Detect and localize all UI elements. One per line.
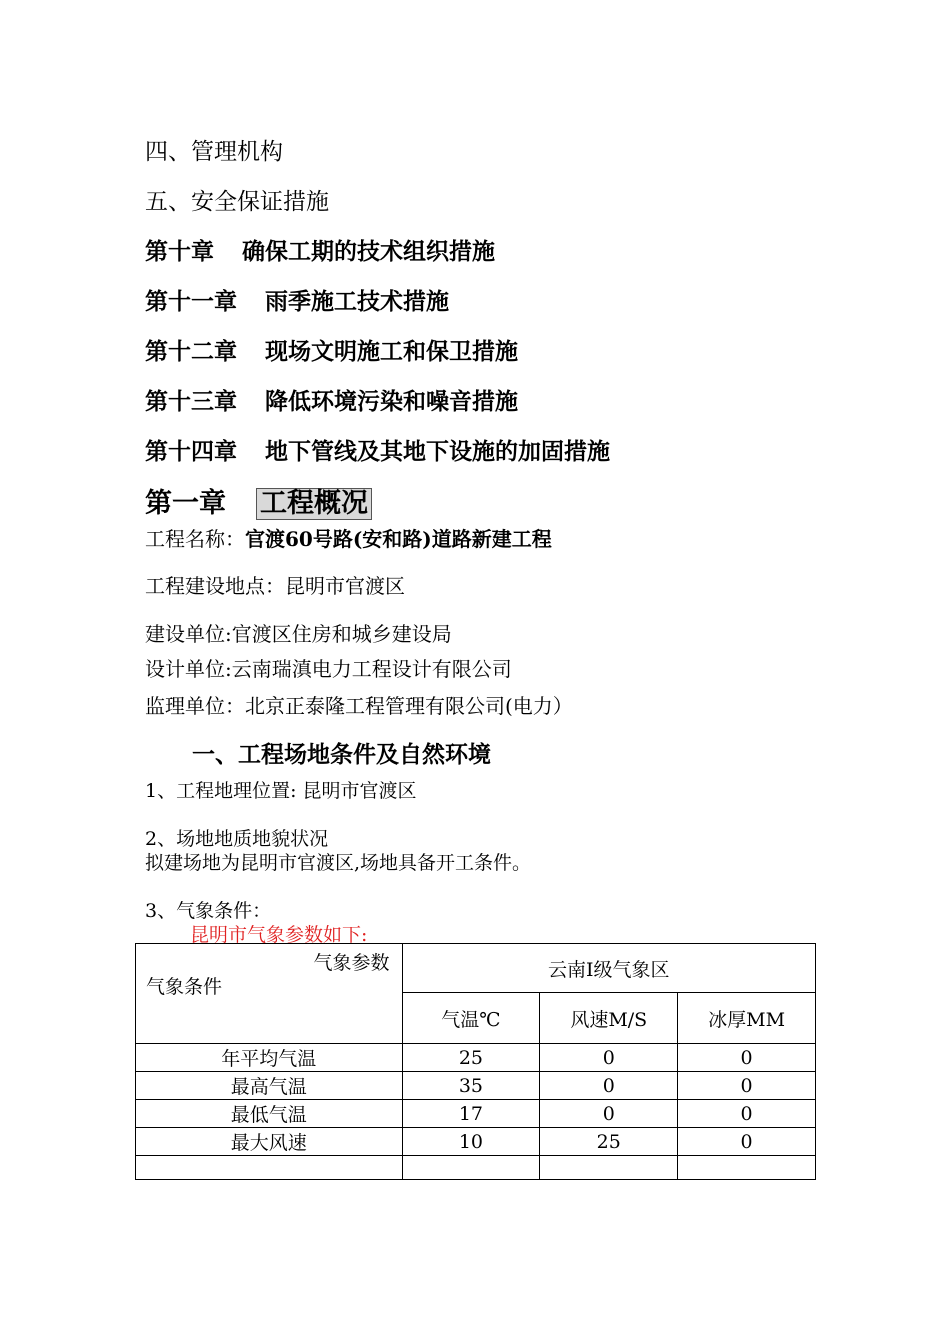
- project-name-label: 工程名称：: [145, 527, 245, 551]
- toc-chapter-title: 雨季施工技术措施: [265, 289, 449, 315]
- toc-chapter-num: 第十一章: [145, 289, 237, 315]
- row-label: [136, 1156, 403, 1180]
- row-label: 最高气温: [136, 1072, 403, 1100]
- row-label: 最大风速: [136, 1128, 403, 1156]
- toc-chapter-num: 第十四章: [145, 439, 237, 465]
- weather-note: 昆明市气象参数如下:: [190, 924, 368, 946]
- cell-ice: 0: [678, 1128, 816, 1156]
- toc-chapter-title: 现场文明施工和保卫措施: [265, 339, 518, 365]
- cell-wind: [540, 1156, 678, 1180]
- toc-item-management: 四、管理机构: [145, 139, 283, 165]
- cell-temperature: 35: [402, 1072, 540, 1100]
- table-row: [136, 1100, 816, 1128]
- table-corner-cell: [136, 944, 403, 1044]
- cell-temperature: 25: [402, 1044, 540, 1072]
- table-row: [136, 1156, 816, 1180]
- project-name: [145, 523, 552, 552]
- cell-wind: 25: [540, 1128, 678, 1156]
- column-header-wind: 风速M/S: [540, 993, 678, 1044]
- cell-ice: [678, 1156, 816, 1180]
- toc-chapter-num: 第十章: [145, 239, 214, 265]
- row-label: 最低气温: [136, 1100, 403, 1128]
- corner-bottom-label: 气象条件: [146, 976, 223, 998]
- cell-wind: 0: [540, 1100, 678, 1128]
- toc-chapter-title: 确保工期的技术组织措施: [242, 239, 495, 265]
- chapter-title: 工程概况: [256, 488, 372, 520]
- toc-chapter-11: [145, 283, 449, 316]
- cell-ice: 0: [678, 1072, 816, 1100]
- table-row: [136, 1128, 816, 1156]
- group-header: 云南Ⅰ级气象区: [402, 944, 815, 993]
- toc-chapter-num: 第十二章: [145, 339, 237, 365]
- project-designer: 设计单位:云南瑞滇电力工程设计有限公司: [145, 657, 512, 681]
- cell-wind: 0: [540, 1044, 678, 1072]
- column-header-temperature: 气温℃: [402, 993, 540, 1044]
- section-heading: 一、工程场地条件及自然环境: [192, 742, 491, 768]
- toc-chapter-12: [145, 333, 518, 366]
- toc-chapter-14: [145, 433, 610, 466]
- toc-chapter-num: 第十三章: [145, 389, 237, 415]
- cell-ice: 0: [678, 1044, 816, 1072]
- weather-table: [135, 943, 816, 1180]
- toc-item-safety: 五、安全保证措施: [145, 189, 329, 215]
- toc-chapter-title: 地下管线及其地下设施的加固措施: [265, 439, 610, 465]
- cell-ice: 0: [678, 1100, 816, 1128]
- project-owner: 建设单位:官渡区住房和城乡建设局: [145, 622, 452, 646]
- toc-chapter-13: [145, 383, 518, 416]
- project-site: 工程建设地点：昆明市官渡区: [145, 574, 405, 598]
- weather-title: 3、气象条件：: [145, 900, 272, 922]
- row-label: 年平均气温: [136, 1044, 403, 1072]
- toc-chapter-10: [145, 233, 495, 266]
- cell-temperature: 10: [402, 1128, 540, 1156]
- table-row: [136, 1072, 816, 1100]
- cell-wind: 0: [540, 1072, 678, 1100]
- chapter-num: 第一章: [145, 488, 226, 519]
- cell-temperature: [402, 1156, 540, 1180]
- cell-temperature: 17: [402, 1100, 540, 1128]
- table-row: [136, 1044, 816, 1072]
- chapter-heading: [145, 481, 372, 520]
- column-header-ice: 冰厚MM: [678, 993, 816, 1044]
- location-text: 1、工程地理位置: 昆明市官渡区: [145, 780, 417, 802]
- geology-text: 拟建场地为昆明市官渡区,场地具备开工条件。: [145, 852, 532, 874]
- project-name-value: 官渡60号路(安和路)道路新建工程: [245, 527, 552, 551]
- corner-top-label: 气象参数: [313, 952, 390, 974]
- toc-chapter-title: 降低环境污染和噪音措施: [265, 389, 518, 415]
- project-supervisor: 监理单位：北京正泰隆工程管理有限公司(电力）: [145, 694, 573, 718]
- geology-title: 2、场地地质地貌状况: [145, 828, 329, 850]
